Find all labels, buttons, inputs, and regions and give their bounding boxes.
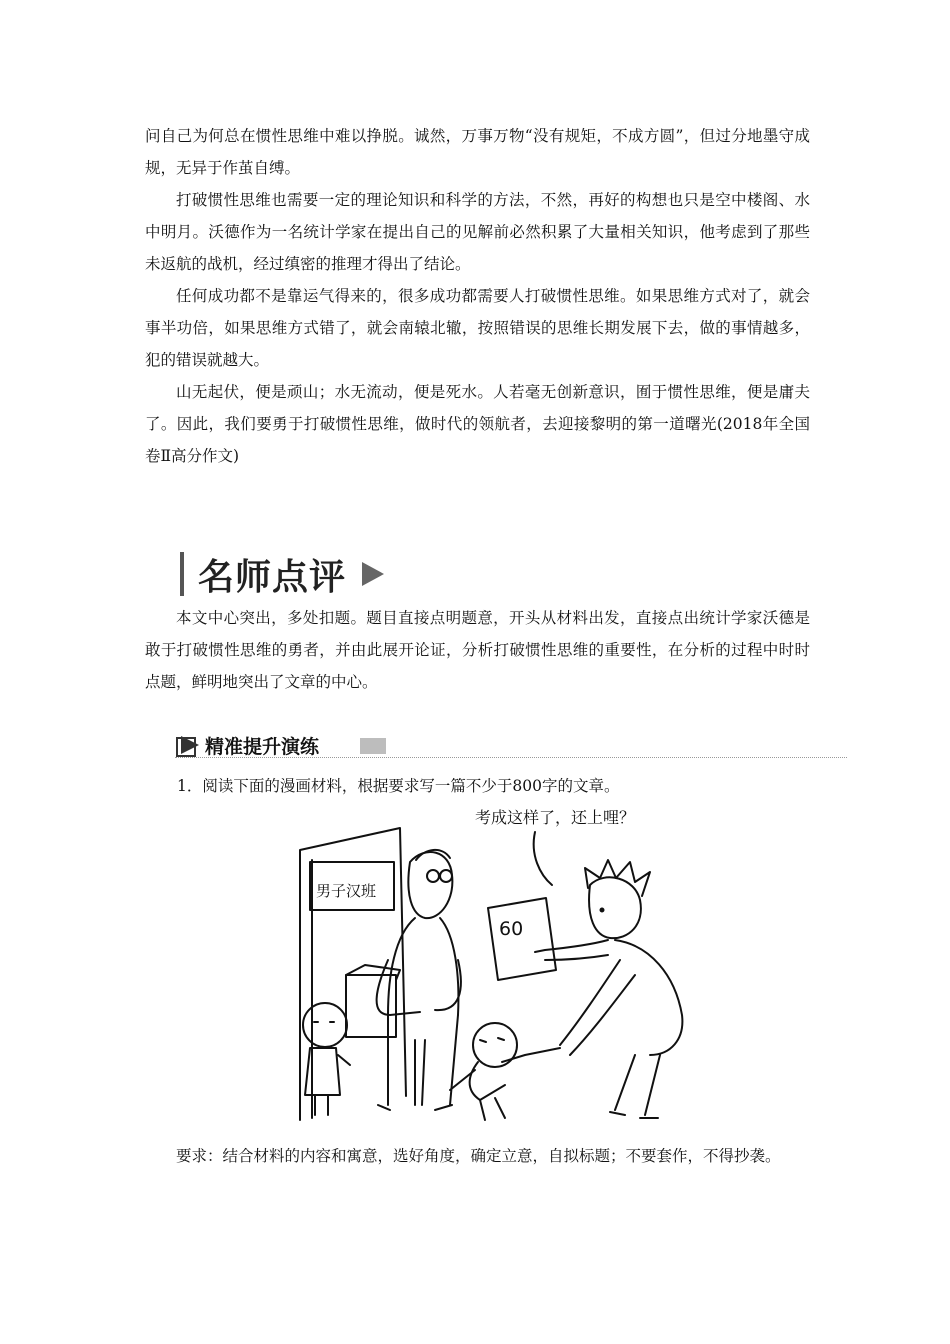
- arrow-box-icon: [175, 734, 201, 758]
- essay-paragraph-4: 山无起伏，便是顽山；水无流动，便是死水。人若毫无创新意识，囿于惯性思维，便是庸夫了。因此，我们要勇于打破惯性思维，做时代的领航者，去迎接黎明的第一道曙光(2018年全国卷Ⅱ高分作文): [145, 383, 810, 465]
- score-text: 60: [499, 918, 524, 940]
- header-dotted-line: [175, 757, 847, 758]
- practice-title: 精准提升演练: [205, 736, 320, 758]
- essay-paragraph-2: 打破惯性思维也需要一定的理论知识和科学的方法，不然，再好的构想也只是空中楼阁、水中明月。沃德作为一名统计学家在提出自己的见解前必然积累了大量相关知识，他考虑到了那些未返航的战机，经过缜密的推理才得出了结论。: [145, 191, 810, 273]
- practice-question: 1．阅读下面的漫画材料，根据要求写一篇不少于800字的文章。: [177, 777, 620, 795]
- review-heading: [180, 548, 386, 600]
- essay-paragraph-3: 任何成功都不是靠运气得来的，很多成功都需要人打破惯性思维。如果思维方式对了，就会事半功倍，如果思维方式错了，就会南辕北辙，按照错误的思维长期发展下去，做的事情越多，犯的错误就越大。: [145, 287, 810, 369]
- class-sign-text: 男子汉班: [316, 882, 377, 900]
- play-arrow-icon: [360, 560, 386, 588]
- heading-bar: [180, 552, 184, 596]
- speech-bubble-text: 考成这样了，还上哩？: [475, 808, 636, 827]
- review-title: 名师点评: [198, 556, 347, 598]
- header-decoration: [360, 738, 386, 754]
- review-text: 本文中心突出，多处扣题。题目直接点明题意，开头从材料出发，直接点出统计学家沃德是敢于打破惯性思维的勇者，并由此展开论证，分析打破惯性思维的重要性，在分析的过程中时时点题，鲜明地突出了文章的中心。: [145, 609, 810, 691]
- essay-paragraph-1: 问自己为何总在惯性思维中难以挣脱。诚然，万事万物“没有规矩，不成方圆”，但过分地墨守成规，无异于作茧自缚。: [145, 127, 810, 177]
- cartoon-illustration: [290, 800, 710, 1130]
- requirement-text: 要求：结合材料的内容和寓意，选好角度，确定立意，自拟标题；不要套作，不得抄袭。: [176, 1147, 781, 1165]
- practice-header: [175, 732, 847, 760]
